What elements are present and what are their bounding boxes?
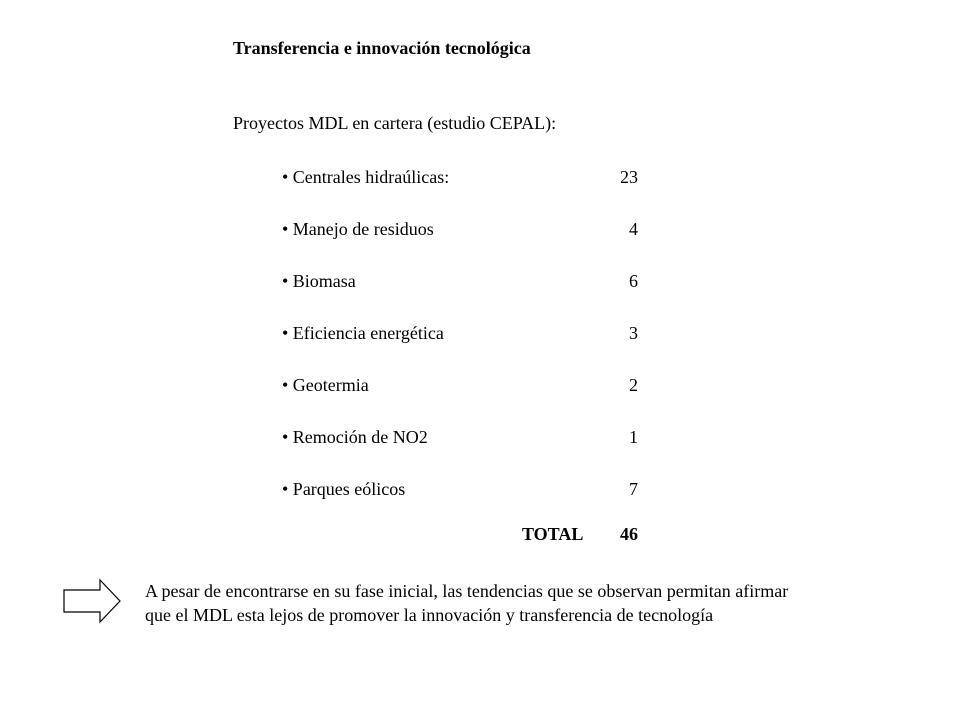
list-item — [282, 426, 662, 478]
item-value: 7 — [629, 479, 638, 499]
total-label: TOTAL — [522, 524, 584, 544]
item-label: • Manejo de residuos — [282, 219, 434, 239]
item-label: • Parques eólicos — [282, 479, 406, 499]
item-value: 23 — [620, 167, 638, 187]
item-label: • Biomasa — [282, 271, 356, 291]
item-value: 3 — [629, 323, 638, 343]
item-label: • Remoción de NO2 — [282, 427, 428, 447]
item-label: • Eficiencia energética — [282, 323, 444, 343]
item-value: 1 — [629, 427, 638, 447]
total-value: 46 — [620, 524, 638, 544]
conclusion-line-2: que el MDL esta lejos de promover la innovación y transferencia de tecnología — [145, 605, 714, 625]
project-list — [282, 166, 662, 530]
conclusion-text — [145, 579, 925, 627]
item-label: • Geotermia — [282, 375, 369, 395]
list-item — [282, 218, 662, 270]
intro-text: Proyectos MDL en cartera (estudio CEPAL): — [233, 113, 557, 133]
list-item — [282, 322, 662, 374]
list-item — [282, 374, 662, 426]
item-value: 4 — [629, 219, 638, 239]
list-item — [282, 166, 662, 218]
slide-title: Transferencia e innovación tecnológica — [233, 38, 531, 58]
list-item — [282, 270, 662, 322]
conclusion-line-1: A pesar de encontrarse en su fase inicial, las tendencias que se observan permitan afirmar — [145, 581, 789, 601]
item-value: 2 — [629, 375, 638, 395]
list-item — [282, 478, 662, 530]
right-arrow-icon — [62, 578, 122, 624]
item-label: • Centrales hidraúlicas: — [282, 167, 450, 187]
item-value: 6 — [629, 271, 638, 291]
